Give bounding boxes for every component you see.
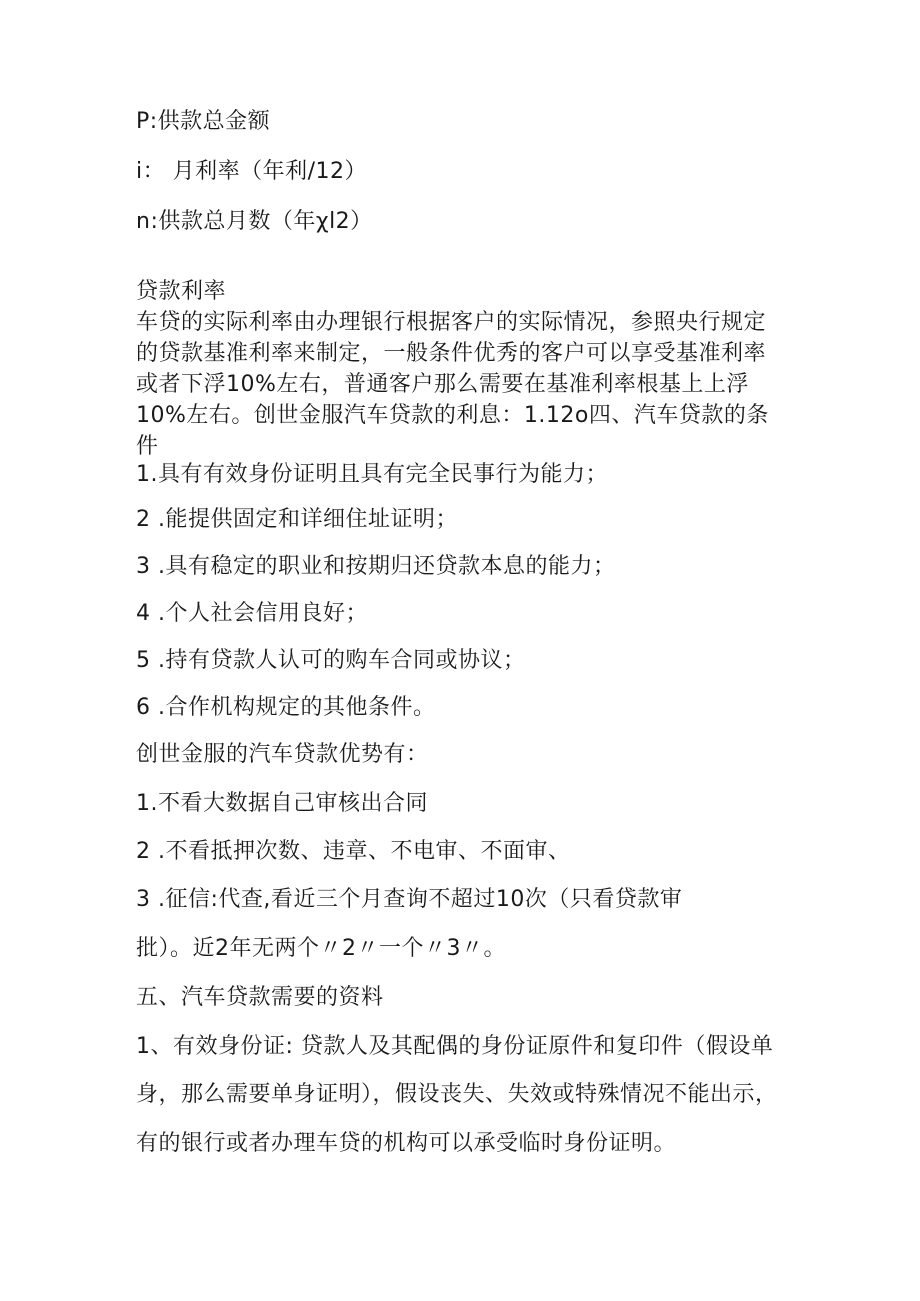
advantage-item: 3 .征信:代查,看近三个月查询不超过10次（只看贷款审 — [136, 887, 683, 912]
condition-item: 6 .合作机构规定的其他条件。 — [136, 695, 436, 720]
condition-item: 3 .具有稳定的职业和按期归还贷款本息的能力； — [136, 554, 616, 579]
interest-line: 10%左右。创世金服汽车贷款的利息：1.12o四、汽车贷款的条 — [136, 403, 769, 428]
condition-item: 2 .能提供固定和详细住址证明； — [136, 507, 458, 532]
advantage-item: 批）。近2年无两个〃2〃一个〃3〃。 — [136, 936, 506, 961]
formula-var-i: i： 月利率（年利/12） — [136, 159, 368, 184]
formula-var-n: n:供款总月数（年χl2） — [136, 209, 373, 234]
advantage-item: 1.不看大数据自己审核出合同 — [136, 791, 428, 816]
advantages-heading: 创世金服的汽车贷款优势有： — [136, 742, 429, 767]
interest-line: 的贷款基准利率来制定，一般条件优秀的客户可以享受基准利率 — [136, 341, 767, 366]
advantage-item: 2 .不看抵押次数、违章、不电审、不面审、 — [136, 839, 571, 864]
condition-item: 5 .持有贷款人认可的购车合同或协议； — [136, 648, 526, 673]
materials-line: 身，那么需要单身证明），假设丧失、失效或特殊情况不能出示， — [136, 1082, 778, 1107]
interest-paragraph — [136, 307, 796, 462]
condition-item: 1.具有有效身份证明且具有完全民事行为能力； — [136, 462, 608, 487]
materials-line: 1、有效身份证: 贷款人及其配偶的身份证原件和复印件（假设单 — [136, 1034, 774, 1059]
materials-heading: 五、汽车贷款需要的资料 — [136, 985, 384, 1010]
formula-var-p: P:供款总金额 — [136, 109, 271, 134]
interest-line: 件 — [136, 434, 159, 459]
interest-heading: 贷款利率 — [136, 279, 227, 304]
interest-line: 或者下浮10%左右，普通客户那么需要在基准利率根基上上浮 — [136, 372, 749, 397]
materials-line: 有的银行或者办理车贷的机构可以承受临时身份证明。 — [136, 1131, 677, 1156]
condition-item: 4 .个人社会信用良好； — [136, 601, 368, 626]
interest-line: 车贷的实际利率由办理银行根据客户的实际情况，参照央行规定 — [136, 310, 767, 335]
